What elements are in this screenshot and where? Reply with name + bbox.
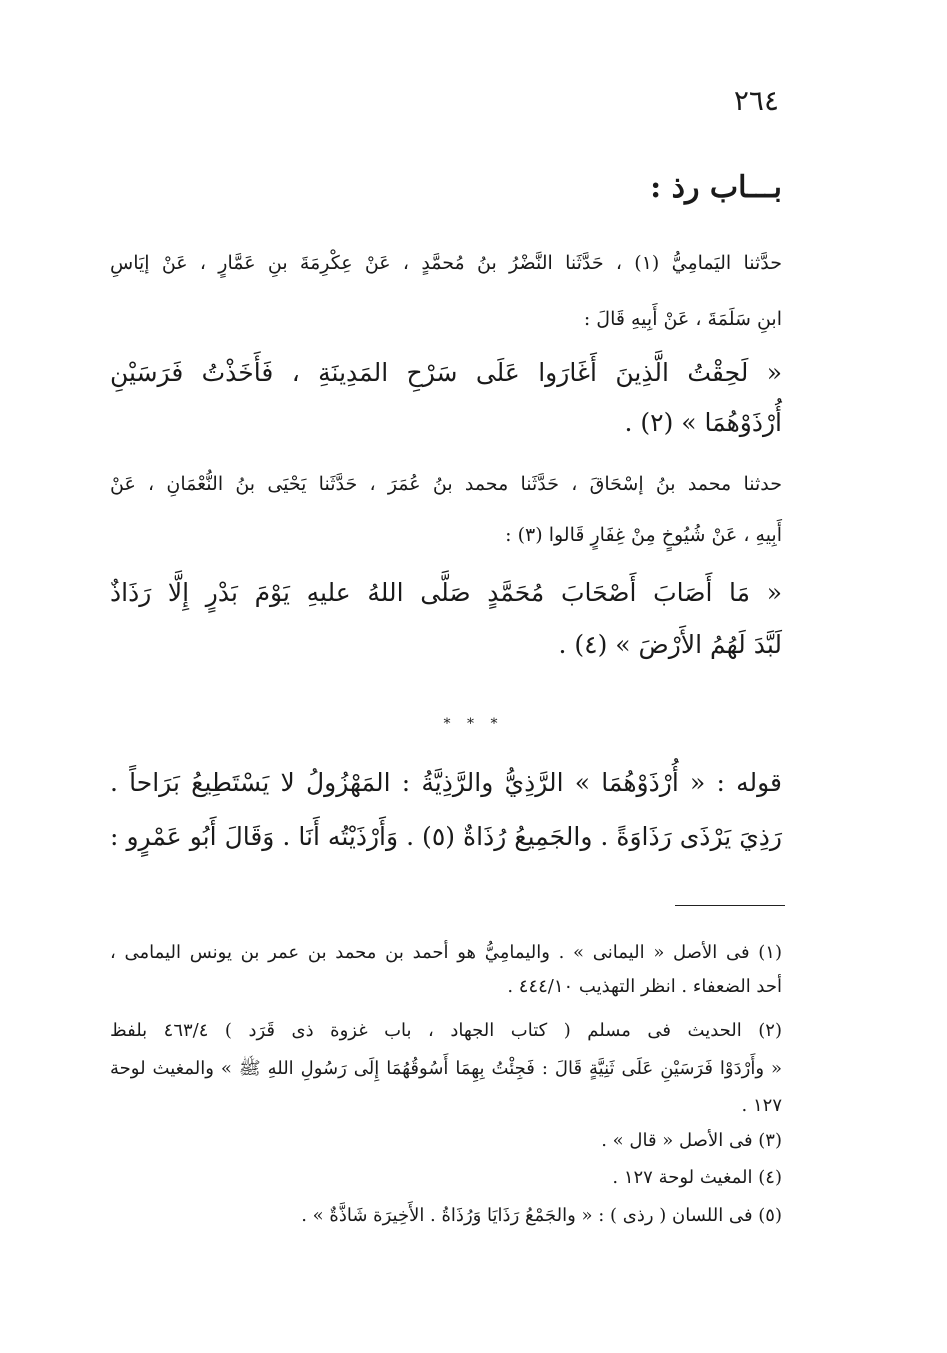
hadith-text-line: « لَحِقْتُ الَّذِينَ أَغَارَوا عَلَى سَرْحِ المَدِينَةِ ، فَأَخَذْتُ فَرَسَيْنِ — [110, 358, 782, 387]
commentary-line: قوله : « أُرْذَوْهُمَا » الرَّذِيُّ والرَّذِيَّةُ : المَهْزُولُ لا يَسْتَطِيعُ بَرَاحاً . — [110, 768, 782, 797]
isnad-line: حدثنا محمد بنُ إسْحَاقَ ، حَدَّثَنا محمد بنُ عُمَرَ ، حَدَّثَنا يَحْيَى بنُ النُّعْمَانِ ، عَنْ — [110, 473, 782, 495]
hadith-text-line: لَبَّدَ لَهُمُ الأَرْضَ » (٤) . — [558, 630, 782, 659]
chapter-title: بـــاب رذ : — [650, 170, 782, 205]
footnote-line: أحد الضعفاء . انظر التهذيب ٤٤٤/١٠ . — [507, 976, 782, 997]
footnote-line: « وأَرْدَوْا فَرَسَيْنِ عَلَى ثَنِيَّةٍ قَالَ : فَجِئْتُ بِهِمَا أَسُوقُهُمَا إِلَى رَسُولِ اللهِ ﷺ » والمغيث لوحة — [110, 1058, 782, 1079]
footnote-line: (٥) فى اللسان ( رذى ) : « والجَمْعُ رَذَايَا وَرُذَاةُ . الأَخِيرَة شَاذَّةٌ » . — [301, 1205, 782, 1226]
isnad-line: حدَّثنا اليَمامِيُّ (١) ، حَدَّثَنا النَّضْرُ بنُ مُحمَّدٍ ، عَنْ عِكْرِمَةَ بنِ عَمَّارٍ ، عَنْ إيَاسِ — [110, 252, 783, 274]
isnad-line: أَبِيهِ ، عَنْ شُيُوخٍ مِنْ غِفَارٍ قَالوا (٣) : — [505, 524, 782, 546]
footnote-separator — [675, 905, 785, 906]
page-number: ٢٦٤ — [733, 84, 779, 117]
hadith-text-line: « مَا أَصَابَ أَصْحَابَ مُحَمَّدٍ صَلَّى اللهُ عليهِ يَوْمَ بَدْرٍ إِلَّا رَذَاذٌ — [110, 578, 782, 607]
footnote-line: (٤) المغيث لوحة ١٢٧ . — [612, 1167, 782, 1188]
footnote-line: (٢) الحديث فى مسلم ( كتاب الجهاد ، باب غزوة ذى قَرَد ) ٤٦٣/٤ بلفظ — [110, 1020, 782, 1041]
footnote-line: (٣) فى الأصل « قال » . — [601, 1130, 782, 1151]
section-divider: * * * — [443, 716, 504, 732]
footnote-line: (١) فى الأصل « اليمانى » . واليمامِيُّ هو أحمد بن محمد بن عمر بن يونس اليمامى ، — [110, 942, 782, 963]
hadith-text-line: أُرْذَوْهُمَا » (٢) . — [624, 408, 782, 437]
commentary-line: رَذِيَ يَرْذَى رَذَاوَةً . والجَمِيعُ رُذَاةٌ (٥) . وَأَرْذَيْتُه أَنَا . وَقَالَ أَبُو عَمْرٍو : — [110, 822, 782, 851]
isnad-line: ابنِ سَلَمَةَ ، عَنْ أَبِيهِ قَالَ : — [583, 308, 782, 330]
footnote-line: ١٢٧ . — [741, 1095, 782, 1116]
